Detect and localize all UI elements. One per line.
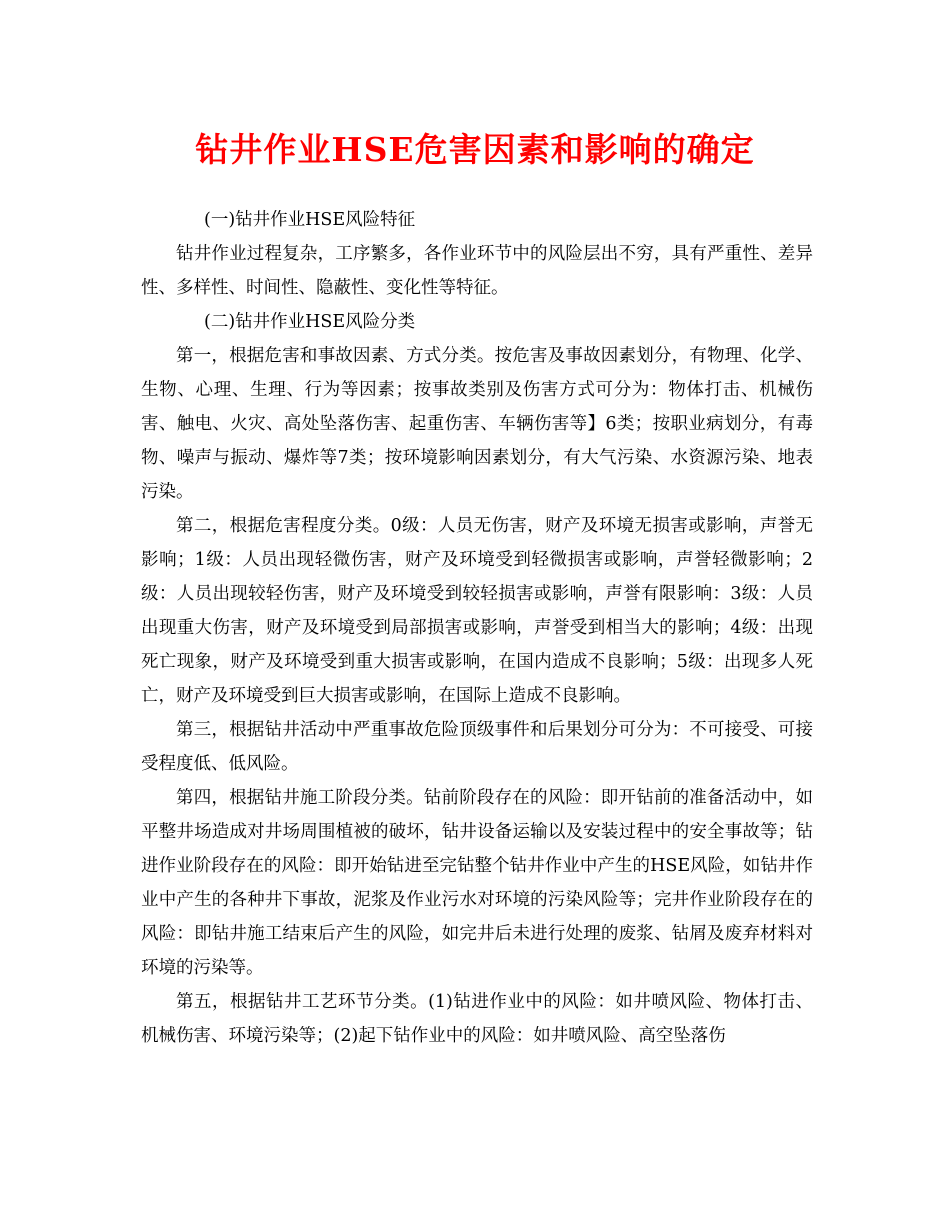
paragraph-first-classification: 第一，根据危害和事故因素、方式分类。按危害及事故因素划分，有物理、化学、生物、心理、生理、行为等因素；按事故类别及伤害方式可分为：物体打击、机械伤害、触电、火灾、高处坠落伤害、起重伤害、车辆伤害等】6类；按职业病划分，有毒物、噪声与振动、爆炸等7类；按环境影响因素划分，有大气污染、水资源污染、地表污染。 <box>141 346 813 502</box>
document-title: 钻井作业HSE危害因素和影响的确定 <box>195 130 755 169</box>
section-heading-risk-classification: (二)钻井作业HSE风险分类 <box>204 312 416 332</box>
paragraph-risk-features: 钻井作业过程复杂，工序繁多，各作业环节中的风险层出不穷，具有严重性、差异性、多样性、时间性、隐蔽性、变化性等特征。 <box>141 244 813 298</box>
paragraph-second-classification: 第二，根据危害程度分类。0级：人员无伤害，财产及环境无损害或影响，声誉无影响；1级：人员出现轻微伤害，财产及环境受到轻微损害或影响，声誉轻微影响；2级：人员出现较轻伤害，财产及环境受到较轻损害或影响，声誉有限影响：3级：人员出现重大伤害，财产及环境受到局部损害或影响，声誉受到相当大的影响；4级：出现死亡现象，财产及环境受到重大损害或影响，在国内造成不良影响；5级：出现多人死亡，财产及环境受到巨大损害或影响，在国际上造成不良影响。 <box>141 516 813 706</box>
section-heading-risk-features: (一)钻井作业HSE风险特征 <box>204 210 416 230</box>
paragraph-fifth-classification: 第五，根据钻井工艺环节分类。(1)钻进作业中的风险：如井喷风险、物体打击、机械伤害、环境污染等；(2)起下钻作业中的风险：如井喷风险、高空坠落伤 <box>141 992 813 1046</box>
document-body <box>141 203 813 1053</box>
paragraph-fourth-classification: 第四，根据钻井施工阶段分类。钻前阶段存在的风险：即开钻前的准备活动中，如平整井场造成对井场周围植被的破坏，钻井设备运输以及安装过程中的安全事故等；钻进作业阶段存在的风险：即开始钻进至完钻整个钻井作业中产生的HSE风险，如钻井作业中产生的各种井下事故，泥浆及作业污水对环境的污染风险等；完井作业阶段存在的风险：即钻井施工结束后产生的风险，如完井后未进行处理的废浆、钻屑及废弃材料对环境的污染等。 <box>141 788 813 978</box>
paragraph-third-classification: 第三，根据钻井活动中严重事故危险顶级事件和后果划分可分为：不可接受、可接受程度低、低风险。 <box>141 720 813 774</box>
